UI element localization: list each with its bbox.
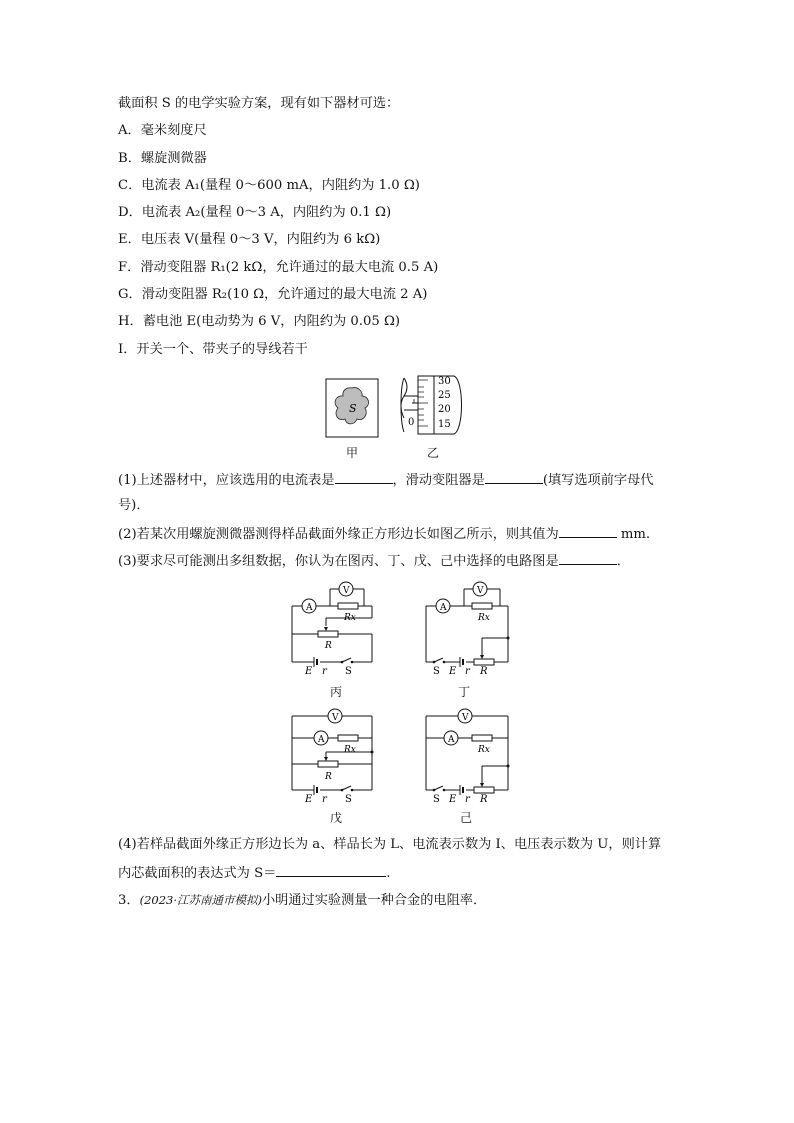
wu-switch-label: S	[345, 794, 352, 805]
ji-small-r-label: r	[465, 794, 470, 805]
q2-text-b: mm.	[620, 527, 651, 542]
figure-jia-sample-cross-section	[325, 378, 379, 438]
ji-ammeter-label: A	[448, 735, 455, 745]
bing-r-label: R	[325, 641, 332, 651]
answer-blank-ammeter[interactable]	[335, 470, 393, 484]
caption-wu: 戊	[330, 811, 343, 825]
ding-r-label: R	[480, 666, 488, 677]
scale-20: 20	[438, 404, 451, 415]
answer-blank-area-expression[interactable]	[276, 863, 386, 877]
question-4-line1: (4)若样品截面外缘正方形边长为 a、样品长为 L、电流表示数为 I、电压表示数为 U，则计算	[118, 837, 662, 852]
answer-blank-circuit[interactable]	[559, 551, 617, 565]
q1-text-b: ，滑动变阻器是	[392, 473, 485, 488]
ding-switch-label: S	[433, 666, 440, 677]
ji-rx-label: Rx	[478, 745, 490, 755]
sample-label-s: S	[349, 402, 357, 415]
question-source: (2023·江苏南通市模拟)	[139, 893, 262, 907]
circuit-wu	[286, 704, 382, 806]
wu-voltmeter-label: V	[332, 713, 339, 723]
scale-25: 25	[438, 390, 451, 401]
bing-rx-label: Rx	[344, 613, 356, 623]
ding-ammeter-label: A	[440, 603, 447, 613]
intro-text: 截面积 S 的电学实验方案，现有如下器材可选：	[118, 96, 400, 111]
question-3-heading	[118, 891, 486, 910]
bing-e-label: E	[305, 666, 313, 677]
question-number: 3．	[118, 893, 140, 908]
caption-bing: 丙	[330, 685, 343, 699]
option-g: G．滑动变阻器 R₂(10 Ω，允许通过的最大电流 2 A)	[118, 287, 428, 302]
wu-r-label: R	[325, 772, 332, 782]
figure-yi-micrometer	[398, 370, 472, 442]
wu-small-r-label: r	[322, 794, 327, 805]
caption-yi: 乙	[427, 446, 440, 460]
question-3	[118, 551, 630, 571]
question-1-line1	[118, 470, 653, 490]
answer-blank-rheostat[interactable]	[485, 470, 543, 484]
question-1-line2: 号)．	[118, 498, 150, 513]
ding-e-label: E	[449, 666, 457, 677]
ji-voltmeter-label: V	[462, 713, 469, 723]
question-4-line2	[118, 863, 391, 883]
option-e: E．电压表 V(量程 0～3 V，内阻约为 6 kΩ)	[118, 232, 381, 247]
ji-e-label: E	[449, 794, 457, 805]
option-a: A．毫米刻度尺	[118, 123, 207, 138]
scale-30: 30	[438, 376, 451, 387]
option-d: D．电流表 A₂(量程 0～3 A，内阻约为 0.1 Ω)	[118, 205, 392, 220]
option-h: H．蓄电池 E(电动势为 6 V，内阻约为 0.05 Ω)	[118, 314, 401, 329]
wu-ammeter-label: A	[318, 735, 325, 745]
answer-blank-reading[interactable]	[559, 524, 617, 538]
question-2	[118, 524, 650, 544]
bing-ammeter-label: A	[306, 603, 313, 613]
ji-switch-label: S	[433, 794, 440, 805]
caption-ding: 丁	[458, 685, 471, 699]
q3-text-a: (3)要求尽可能测出多组数据，你认为在图丙、丁、戊、己中选择的电路图是	[118, 554, 559, 569]
q1-text-c: (填写选项前字母代	[542, 473, 654, 488]
bing-small-r-label: r	[322, 666, 327, 677]
circuit-bing	[286, 578, 382, 680]
option-i: I．开关一个、带夹子的导线若干	[118, 342, 308, 357]
q1-text-a: (1)上述器材中，应该选用的电流表是	[118, 473, 335, 488]
option-f: F．滑动变阻器 R₁(2 kΩ，允许通过的最大电流 0.5 A)	[118, 260, 439, 275]
caption-ji: 己	[460, 811, 473, 825]
main-scale-zero: 0	[408, 417, 415, 428]
circuit-ding	[420, 578, 516, 680]
circuit-ji	[420, 704, 516, 806]
option-c: C．电流表 A₁(量程 0～600 mA，内阻约为 1.0 Ω)	[118, 178, 420, 193]
scale-15: 15	[438, 419, 451, 430]
bing-switch-label: S	[345, 666, 352, 677]
ding-small-r-label: r	[465, 666, 470, 677]
ji-r-label: R	[480, 794, 488, 805]
q4-text-a: 内芯截面积的表达式为 S＝	[118, 866, 277, 881]
q2-text-a: (2)若某次用螺旋测微器测得样品截面外缘正方形边长如图乙所示，则其值为	[118, 527, 559, 542]
caption-jia: 甲	[346, 446, 359, 460]
q3-text-b: ．	[616, 554, 630, 569]
option-b: B．螺旋测微器	[118, 151, 207, 166]
question-text: 小明通过实验测量一种合金的电阻率．	[261, 893, 487, 908]
wu-rx-label: Rx	[344, 745, 356, 755]
ding-rx-label: Rx	[478, 613, 490, 623]
ding-voltmeter-label: V	[477, 586, 484, 596]
q4-text-b: .	[386, 866, 391, 881]
wu-e-label: E	[305, 794, 313, 805]
bing-voltmeter-label: V	[343, 586, 350, 596]
